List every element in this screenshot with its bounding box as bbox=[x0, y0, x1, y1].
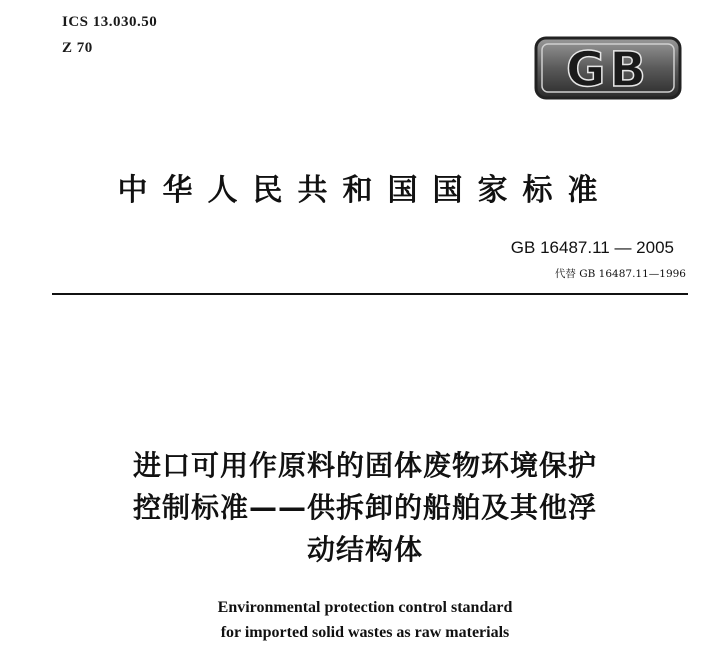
gb-logo-text: GB bbox=[566, 42, 650, 98]
title-en-line: for imported solid wastes as raw materials bbox=[220, 624, 510, 641]
standard-number: GB 16487.11 — 2005 bbox=[510, 238, 674, 257]
gb-logo bbox=[534, 34, 682, 102]
replaces-note: 代替 GB 16487.11—1996 bbox=[554, 268, 686, 280]
ics-code: ICS 13.030.50 bbox=[62, 14, 158, 30]
title-zh-line: 控制标准——供拆卸的船舶及其他浮 bbox=[132, 491, 597, 524]
document-title-chinese bbox=[40, 445, 690, 571]
classification-code: Z 70 bbox=[62, 40, 93, 56]
title-zh-line: 进口可用作原料的固体废物环境保护 bbox=[132, 449, 597, 482]
document-title-english bbox=[40, 595, 690, 645]
title-zh-line: 动结构体 bbox=[306, 533, 423, 566]
title-en-line: Environmental protection control standard bbox=[217, 599, 513, 616]
header-divider bbox=[52, 293, 688, 295]
national-standard-title: 中华人民共和国国家标准 bbox=[117, 173, 613, 208]
